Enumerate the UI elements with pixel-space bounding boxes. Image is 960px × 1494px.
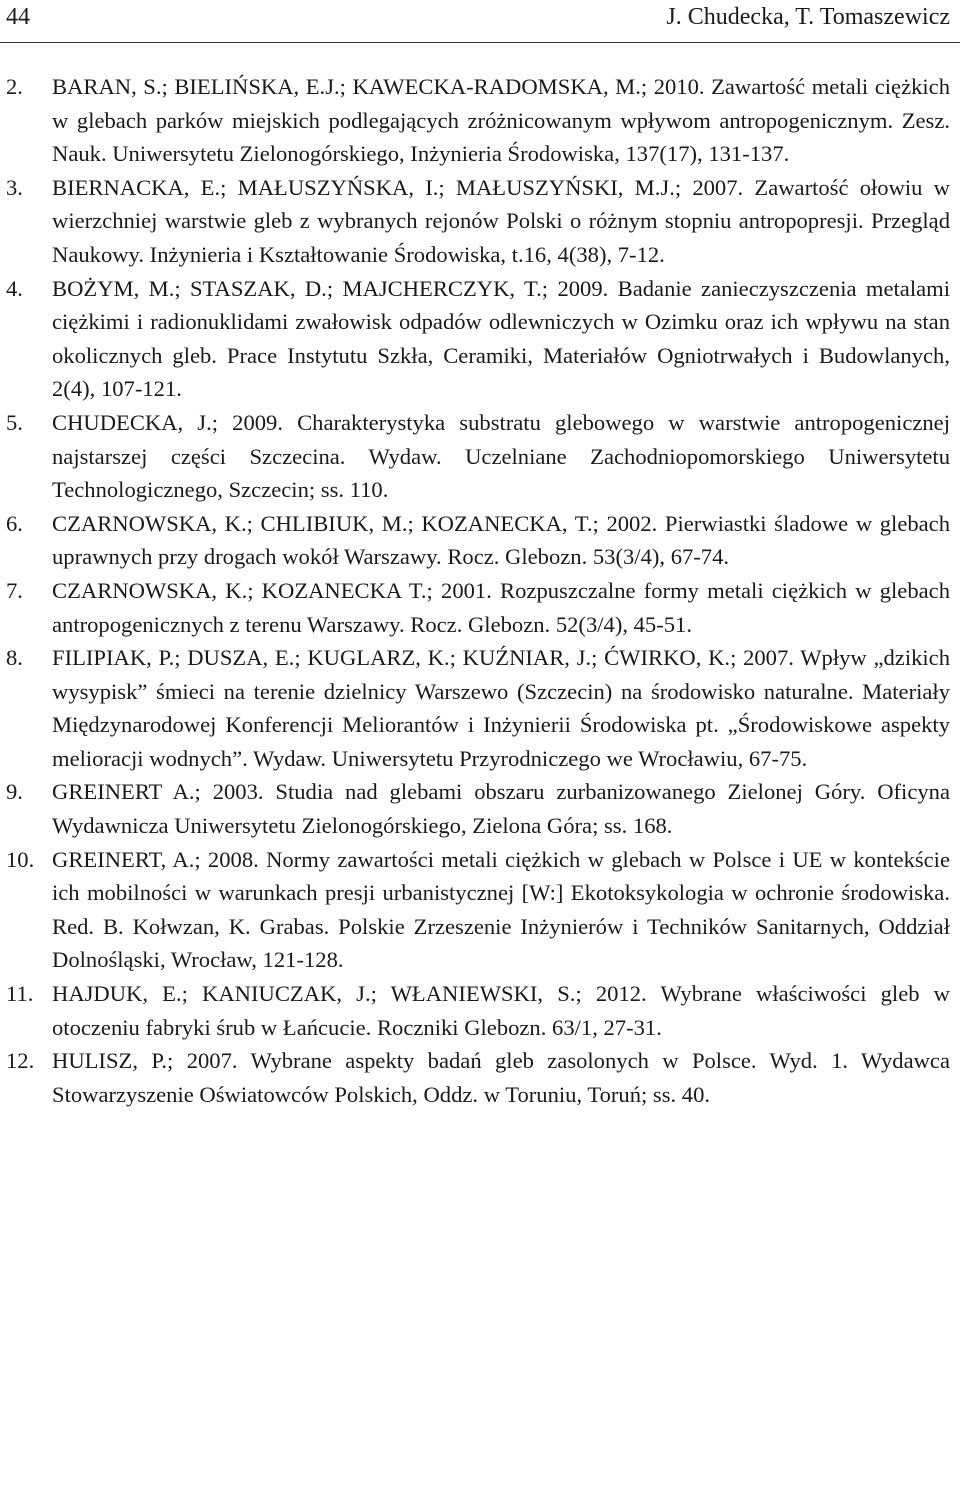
reference-item bbox=[0, 1044, 960, 1111]
running-header: J. Chudecka, T. Tomaszewicz bbox=[666, 4, 950, 30]
reference-text: CZARNOWSKA, K.; CHLIBIUK, M.; KOZANECKA, T.; 2002. Pierwiastki śladowe w glebach uprawnych przy drogach wokół Warszawy. Rocz. Glebozn. 53(3/4), 67-74. bbox=[52, 510, 950, 570]
reference-number: 7. bbox=[6, 577, 23, 603]
reference-item bbox=[0, 507, 960, 574]
reference-number: 8. bbox=[6, 645, 23, 671]
reference-text: FILIPIAK, P.; DUSZA, E.; KUGLARZ, K.; KUŹNIAR, J.; ĆWIRKO, K.; 2007. Wpływ „dzikich wysypisk” śmieci na terenie dzielnicy Warszewo (Szczecin) na środowisko naturalne. Materiały Międzynarodowej Konferencji Meliorantów i Inżynierii Środowiska pt. „Środowiskowe aspekty melioracji wodnych”. Wydaw. Uniwersytetu Przyrodniczego we Wrocławiu, 67-75. bbox=[52, 645, 950, 771]
reference-item bbox=[0, 70, 960, 171]
reference-text: GREINERT A.; 2003. Studia nad glebami obszaru zurbanizowanego Zielonej Góry. Oficyna Wydawnicza Uniwersytetu Zielonogórskiego, Zielona Góra; ss. 168. bbox=[52, 779, 950, 839]
reference-item bbox=[0, 977, 960, 1044]
page-number: 44 bbox=[6, 4, 30, 30]
reference-item bbox=[0, 574, 960, 641]
reference-item bbox=[0, 171, 960, 272]
reference-number: 9. bbox=[6, 779, 23, 805]
reference-list bbox=[0, 70, 960, 1111]
reference-text: HAJDUK, E.; KANIUCZAK, J.; WŁANIEWSKI, S.; 2012. Wybrane właściwości gleb w otoczeniu fabryki śrub w Łańcucie. Roczniki Glebozn. 63/1, 27-31. bbox=[52, 981, 950, 1040]
reference-text: HULISZ, P.; 2007. Wybrane aspekty badań gleb zasolonych w Polsce. Wyd. 1. Wydawca Stowarzyszenie Oświatowców Polskich, Oddz. w Toruniu, Toruń; ss. 40. bbox=[52, 1048, 950, 1107]
reference-text: BOŻYM, M.; STASZAK, D.; MAJCHERCZYK, T.; 2009. Badanie zanieczyszczenia metalami ciężkimi i radionuklidami zwałowisk odpadów odlewniczych w Ozimku oraz ich wpływu na stan okolicznych gleb. Prace Instytutu Szkła, Ceramiki, Materiałów Ogniotrwałych i Budowlanych, 2(4), 107-121. bbox=[52, 275, 950, 402]
reference-item bbox=[0, 775, 960, 842]
reference-text: BIERNACKA, E.; MAŁUSZYŃSKA, I.; MAŁUSZYŃSKI, M.J.; 2007. Zawartość ołowiu w wierzchniej warstwie gleb z wybranych rejonów Polski o różnym stopniu antropopresji. Przegląd Naukowy. Inżynieria i Kształtowanie Środowiska, t.16, 4(38), 7-12. bbox=[52, 174, 950, 267]
reference-text: BARAN, S.; BIELIŃSKA, E.J.; KAWECKA-RADOMSKA, M.; 2010. Zawartość metali ciężkich w glebach parków miejskich podlegających zróżnicowanym wpływom antropogenicznym. Zesz. Nauk. Uniwersytetu Zielonogórskiego, Inżynieria Środowiska, 137(17), 131-137. bbox=[52, 74, 950, 167]
reference-item bbox=[0, 843, 960, 977]
reference-text: CHUDECKA, J.; 2009. Charakterystyka substratu glebowego w warstwie antropogenicznej najstarszej części Szczecina. Wydaw. Uczelniane Zachodniopomorskiego Uniwersytetu Technologicznego, Szczecin; ss. 110. bbox=[52, 409, 950, 503]
reference-number: 12. bbox=[6, 1048, 35, 1074]
reference-text: GREINERT, A.; 2008. Normy zawartości metali ciężkich w glebach w Polsce i UE w kontekście ich mobilności w warunkach presji urbanistycznej [W:] Ekotoksykologia w ochronie środowiska. Red. B. Kołwzan, K. Grabas. Polskie Zrzeszenie Inżynierów i Techników Sanitarnych, Oddział Dolnośląski, Wrocław, 121-128. bbox=[52, 846, 950, 973]
reference-number: 6. bbox=[6, 510, 23, 536]
reference-text: CZARNOWSKA, K.; KOZANECKA T.; 2001. Rozpuszczalne formy metali ciężkich w glebach antropogenicznych z terenu Warszawy. Rocz. Glebozn. 52(3/4), 45-51. bbox=[52, 577, 950, 637]
reference-number: 10. bbox=[6, 846, 35, 872]
reference-number: 3. bbox=[6, 174, 23, 200]
reference-item bbox=[0, 272, 960, 406]
reference-number: 4. bbox=[6, 275, 23, 301]
reference-item bbox=[0, 641, 960, 775]
reference-number: 5. bbox=[6, 409, 23, 435]
reference-number: 11. bbox=[6, 981, 34, 1007]
reference-item bbox=[0, 406, 960, 507]
reference-number: 2. bbox=[6, 74, 23, 99]
header-rule bbox=[0, 42, 960, 43]
